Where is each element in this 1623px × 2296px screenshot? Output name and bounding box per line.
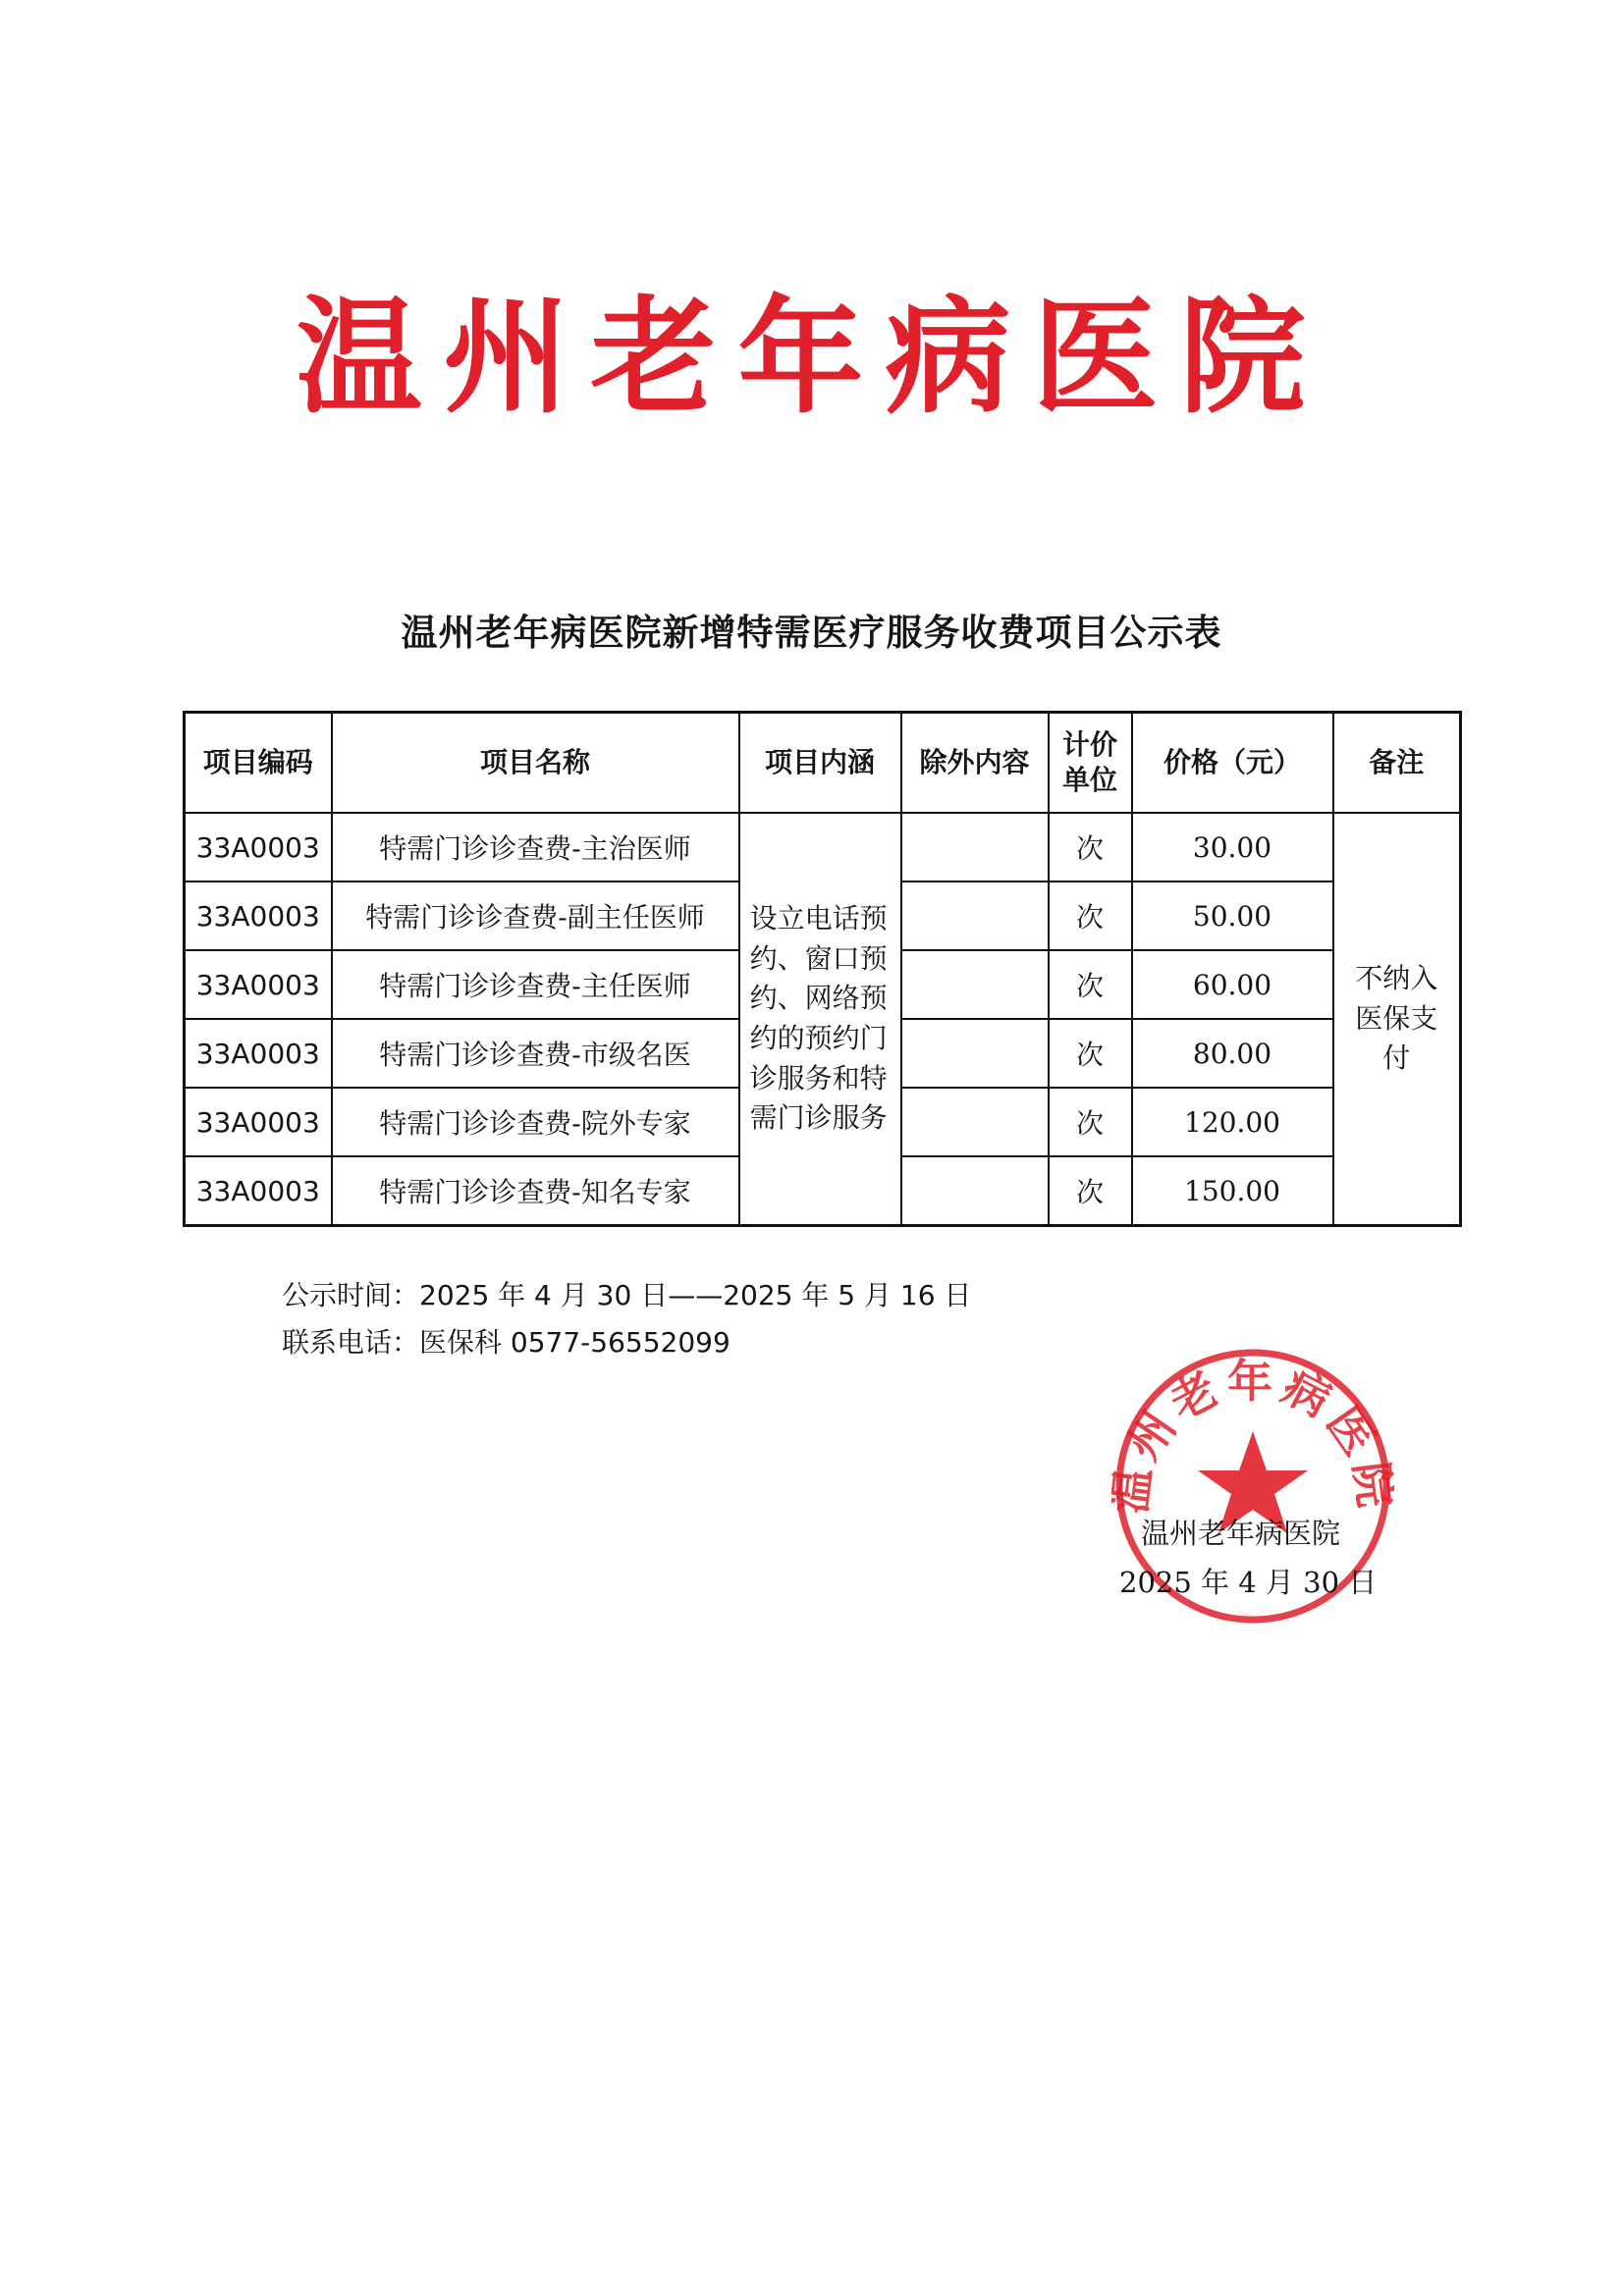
row-code: 33A0003	[185, 1019, 332, 1088]
header-price: 价格（元）	[1132, 713, 1333, 814]
signature-date: 2025 年 4 月 30 日	[1119, 1566, 1378, 1599]
table-row	[185, 813, 1461, 881]
row-price: 50.00	[1132, 881, 1333, 950]
note-cell	[1333, 813, 1461, 1226]
row-code: 33A0003	[185, 881, 332, 950]
table-header-row	[185, 713, 1461, 814]
row-name: 特需门诊诊查费-市级名医	[332, 1019, 739, 1088]
header-note: 备注	[1333, 713, 1461, 814]
header-unit-text: 计价单位	[1061, 727, 1117, 796]
hospital-masthead: 温州老年病医院	[296, 284, 1327, 431]
row-name: 特需门诊诊查费-主治医师	[332, 813, 739, 881]
row-excluded	[901, 881, 1049, 950]
row-unit: 次	[1049, 881, 1132, 950]
document-title: 温州老年病医院新增特需医疗服务收费项目公示表	[401, 612, 1222, 654]
row-unit: 次	[1049, 1156, 1132, 1226]
row-name: 特需门诊诊查费-副主任医师	[332, 881, 739, 950]
header-scope: 项目内涵	[739, 713, 901, 814]
scope-text: 设立电话预约、窗口预约、网络预约的预约门诊服务和特需门诊服务	[749, 902, 888, 1135]
row-price: 60.00	[1132, 950, 1333, 1019]
row-code: 33A0003	[185, 1156, 332, 1226]
row-code: 33A0003	[185, 950, 332, 1019]
row-excluded	[901, 1156, 1049, 1226]
header-excluded: 除外内容	[901, 713, 1049, 814]
row-excluded	[901, 1088, 1049, 1156]
publicity-period: 公示时间：2025 年 4 月 30 日——2025 年 5 月 16 日	[282, 1279, 972, 1311]
scope-cell	[739, 813, 901, 1226]
row-unit: 次	[1049, 813, 1132, 881]
contact-phone: 联系电话：医保科 0577-56552099	[282, 1326, 730, 1359]
row-code: 33A0003	[185, 1088, 332, 1156]
row-name: 特需门诊诊查费-主任医师	[332, 950, 739, 1019]
row-price: 120.00	[1132, 1088, 1333, 1156]
header-code: 项目编码	[185, 713, 332, 814]
fee-table	[183, 711, 1462, 1227]
note-text: 不纳入医保支付	[1355, 962, 1438, 1075]
row-name: 特需门诊诊查费-院外专家	[332, 1088, 739, 1156]
row-unit: 次	[1049, 1088, 1132, 1156]
row-excluded	[901, 813, 1049, 881]
row-unit: 次	[1049, 950, 1132, 1019]
signature-org: 温州老年病医院	[1141, 1517, 1341, 1550]
seal-text: 州老年病医	[1116, 1354, 1389, 1469]
row-excluded	[901, 950, 1049, 1019]
row-name: 特需门诊诊查费-知名专家	[332, 1156, 739, 1226]
row-price: 30.00	[1132, 813, 1333, 881]
row-excluded	[901, 1019, 1049, 1088]
row-unit: 次	[1049, 1019, 1132, 1088]
header-unit	[1049, 713, 1132, 814]
row-price: 80.00	[1132, 1019, 1333, 1088]
header-name: 项目名称	[332, 713, 739, 814]
row-code: 33A0003	[185, 813, 332, 881]
row-price: 150.00	[1132, 1156, 1333, 1226]
